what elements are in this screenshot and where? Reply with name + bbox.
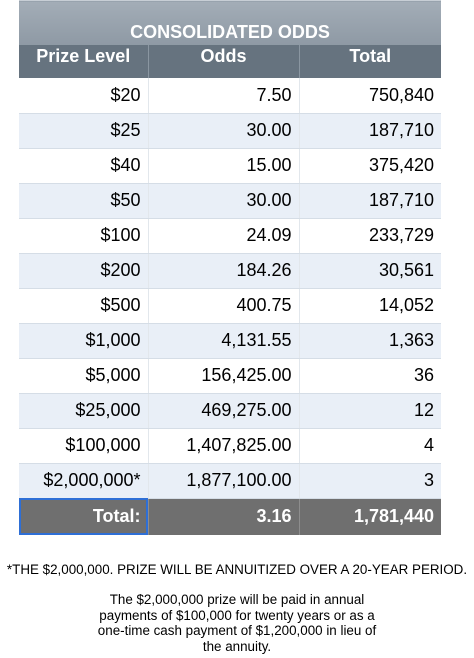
total-count-cell[interactable]: 1,781,440	[299, 498, 441, 535]
odds-cell[interactable]: 184.26	[148, 253, 299, 288]
odds-cell[interactable]: 15.00	[148, 148, 299, 183]
total-cell[interactable]: 12	[299, 393, 441, 428]
prize-cell[interactable]: $1,000	[19, 323, 148, 358]
prize-cell[interactable]: $50	[19, 183, 148, 218]
column-header-prize-level: Prize Level	[19, 45, 148, 78]
column-header-odds: Odds	[148, 45, 299, 78]
total-cell[interactable]: 750,840	[299, 78, 441, 113]
odds-cell[interactable]: 24.09	[148, 218, 299, 253]
odds-cell[interactable]: 1,877,100.00	[148, 463, 299, 498]
odds-cell[interactable]: 156,425.00	[148, 358, 299, 393]
odds-cell[interactable]: 400.75	[148, 288, 299, 323]
odds-cell[interactable]: 1,407,825.00	[148, 428, 299, 463]
prize-cell[interactable]: $500	[19, 288, 148, 323]
table-title: CONSOLIDATED ODDS	[19, 1, 441, 46]
prize-cell[interactable]: $2,000,000*	[19, 463, 148, 498]
annuity-payment-note: The $2,000,000 prize will be paid in annual payments of $100,000 for twenty years or as a one-time cash payment of $1,200,000 in lieu of the annuity.	[97, 592, 377, 654]
total-cell[interactable]: 36	[299, 358, 441, 393]
column-header-total: Total	[299, 45, 441, 78]
prize-cell[interactable]: $25	[19, 113, 148, 148]
prize-cell[interactable]: $40	[19, 148, 148, 183]
total-label-cell-selected[interactable]: Total:	[19, 498, 148, 535]
table-row	[19, 323, 441, 358]
table-title-row	[19, 1, 441, 46]
prize-cell[interactable]: $100	[19, 218, 148, 253]
table-body	[19, 78, 441, 498]
table-row	[19, 218, 441, 253]
total-odds-cell[interactable]: 3.16	[148, 498, 299, 535]
table-row	[19, 113, 441, 148]
odds-cell[interactable]: 30.00	[148, 183, 299, 218]
total-cell[interactable]: 1,363	[299, 323, 441, 358]
prize-cell[interactable]: $20	[19, 78, 148, 113]
total-cell[interactable]: 4	[299, 428, 441, 463]
odds-cell[interactable]: 30.00	[148, 113, 299, 148]
prize-cell[interactable]: $100,000	[19, 428, 148, 463]
total-cell[interactable]: 3	[299, 463, 441, 498]
consolidated-odds-table	[19, 0, 441, 535]
total-cell[interactable]: 14,052	[299, 288, 441, 323]
table-header-row	[19, 45, 441, 78]
odds-cell[interactable]: 7.50	[148, 78, 299, 113]
table-row	[19, 428, 441, 463]
odds-cell[interactable]: 4,131.55	[148, 323, 299, 358]
prize-cell[interactable]: $25,000	[19, 393, 148, 428]
total-cell[interactable]: 233,729	[299, 218, 441, 253]
total-cell[interactable]: 375,420	[299, 148, 441, 183]
total-cell[interactable]: 30,561	[299, 253, 441, 288]
table-row	[19, 393, 441, 428]
table-row	[19, 148, 441, 183]
annuity-footnote: *THE $2,000,000. PRIZE WILL BE ANNUITIZED OVER A 20-YEAR PERIOD.	[6, 562, 468, 577]
table-row	[19, 358, 441, 393]
total-row	[19, 498, 441, 535]
table-row	[19, 183, 441, 218]
total-cell[interactable]: 187,710	[299, 183, 441, 218]
odds-cell[interactable]: 469,275.00	[148, 393, 299, 428]
table-row	[19, 463, 441, 498]
table-row	[19, 78, 441, 113]
table-row	[19, 288, 441, 323]
total-cell[interactable]: 187,710	[299, 113, 441, 148]
prize-cell[interactable]: $200	[19, 253, 148, 288]
prize-cell[interactable]: $5,000	[19, 358, 148, 393]
table-row	[19, 253, 441, 288]
